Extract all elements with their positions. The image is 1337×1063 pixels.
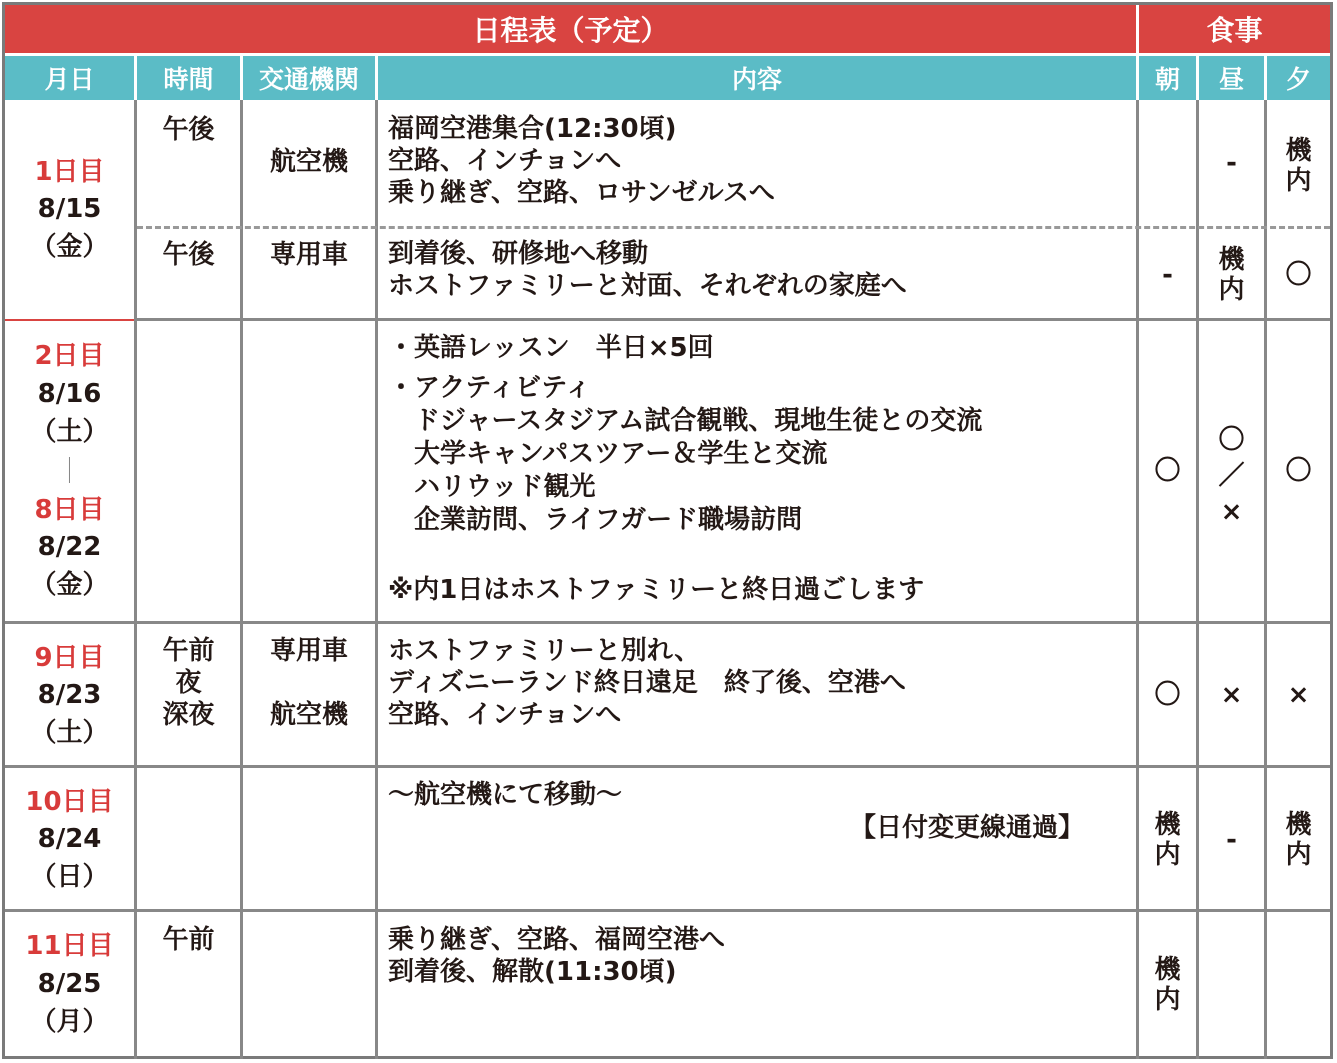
row5-weekday: （月） <box>30 1007 109 1037</box>
row5-time: 午前 <box>162 925 215 955</box>
row1a-transport: 航空機 <box>269 147 348 177</box>
col-content-header: 内容 <box>378 56 1136 100</box>
row3-time: 午前 夜 深夜 <box>162 636 215 730</box>
row4-breakfast: 機 内 <box>1154 810 1181 870</box>
meals-title: 食事 <box>1139 5 1330 53</box>
row2-range-mark: ｜ <box>56 457 83 487</box>
row1b-breakfast: - <box>1162 260 1173 290</box>
row3-transport-plane: 航空機 <box>269 700 348 730</box>
row5-date: 8/25 <box>37 969 102 999</box>
row4-content: ～航空機にて移動～ <box>388 780 623 810</box>
row4-date: 8/24 <box>37 824 102 854</box>
row2-date-end: 8/22 <box>37 532 102 562</box>
col-transport-header: 交通機関 <box>243 56 375 100</box>
row1a-content: 福岡空港集合(12:30頃) 空路、インチョンへ 乗り継ぎ、空路、ロサンゼルスへ <box>388 114 775 208</box>
row2-day: 2日目 <box>34 341 105 371</box>
row3-weekday: （土） <box>30 718 109 748</box>
row1b-time: 午後 <box>162 240 215 270</box>
row3-day: 9日目 <box>34 643 105 673</box>
row2-content-lesson: ・英語レッスン 半日×5回 <box>388 333 714 363</box>
row1b-transport: 専用車 <box>269 240 348 270</box>
row3-content: ホストファミリーと別れ、 ディズニーランド終日遠足 終了後、空港へ 空路、インチョンへ <box>388 636 906 730</box>
row5-day: 11日目 <box>25 931 114 961</box>
row1a-dinner: 機 内 <box>1285 136 1312 196</box>
row2-content-activities: ・アクティビティ ドジャースタジアム試合観戦、現地生徒との交流 大学キャンパスツアー＆学生と交流 ハリウッド観光 企業訪問、ライフガード職場訪問 <box>388 373 983 535</box>
row2-weekday-end: （金） <box>30 570 109 600</box>
col-date-header: 月日 <box>5 56 134 100</box>
row1b-lunch: 機 内 <box>1218 245 1245 305</box>
row1a-lunch: - <box>1226 148 1237 178</box>
row2-day-end: 8日目 <box>34 495 105 525</box>
row2-dinner: 〇 <box>1285 456 1312 486</box>
row3-lunch: × <box>1220 680 1243 710</box>
row1b-dinner: 〇 <box>1285 260 1312 290</box>
row2-content-note: ※内1日はホストファミリーと終日過ごします <box>388 575 925 605</box>
row4-weekday: （日） <box>30 862 109 892</box>
row4-lunch: - <box>1226 825 1237 855</box>
col-breakfast-header: 朝 <box>1139 56 1196 100</box>
col-dinner-header: 夕 <box>1267 56 1330 100</box>
row1a-time: 午後 <box>162 115 215 145</box>
schedule-title: 日程表（予定） <box>5 5 1136 53</box>
row5-breakfast: 機 内 <box>1154 955 1181 1015</box>
row1-weekday: （金） <box>30 232 109 262</box>
row4-note: 【日付変更線通過】 <box>850 813 1085 843</box>
row3-date: 8/23 <box>37 680 102 710</box>
row2-lunch: 〇 ／ × <box>1218 425 1245 527</box>
col-lunch-header: 昼 <box>1199 56 1264 100</box>
col-time-header: 時間 <box>137 56 240 100</box>
row5-content: 乗り継ぎ、空路、福岡空港へ 到着後、解散(11:30頃) <box>388 925 725 987</box>
row2-breakfast: 〇 <box>1154 456 1181 486</box>
row4-dinner: 機 内 <box>1285 810 1312 870</box>
row3-dinner: × <box>1287 680 1310 710</box>
row1-date: 8/15 <box>37 194 102 224</box>
row1b-content: 到着後、研修地へ移動 ホストファミリーと対面、それぞれの家庭へ <box>388 239 907 301</box>
row4-day: 10日目 <box>25 787 114 817</box>
row2-weekday: （土） <box>30 417 109 447</box>
row2-date: 8/16 <box>37 379 102 409</box>
row1-day: 1日目 <box>34 157 105 187</box>
row3-breakfast: 〇 <box>1154 680 1181 710</box>
row3-transport-bus: 専用車 <box>269 636 348 666</box>
